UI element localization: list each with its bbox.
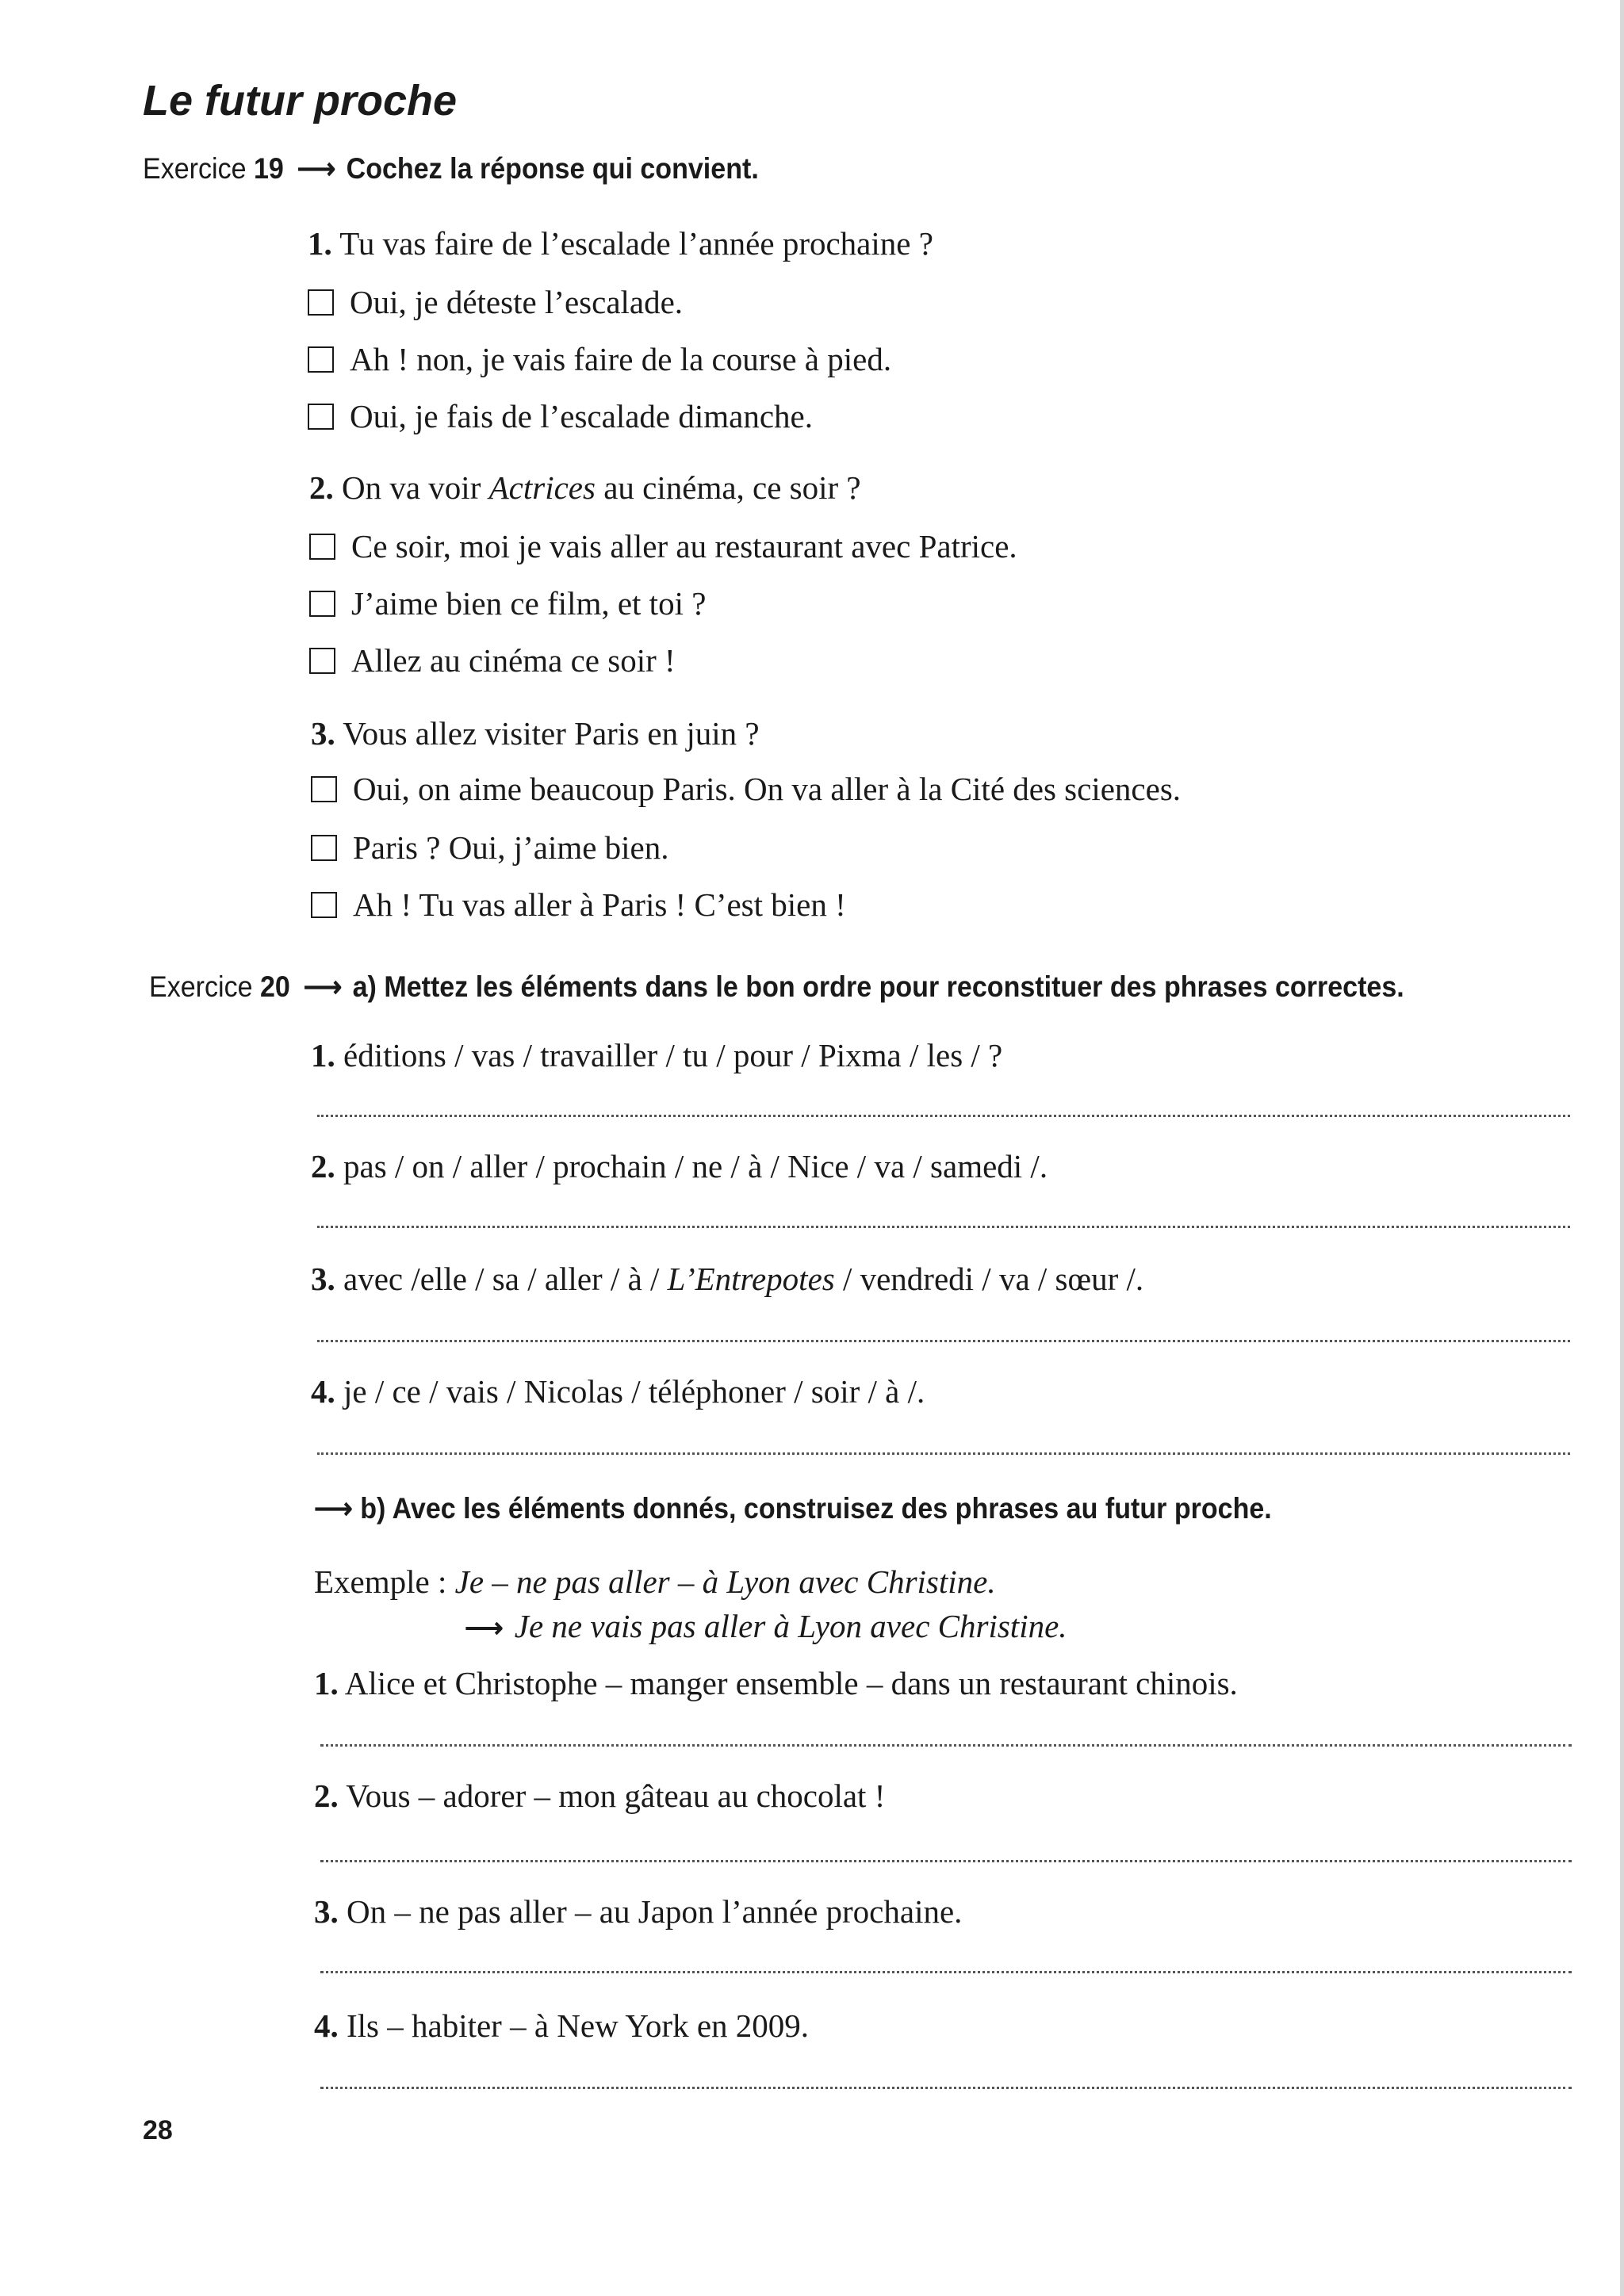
section-title: Le futur proche — [143, 77, 458, 124]
page-number: 28 — [143, 2115, 173, 2145]
exercise-label: Exercice — [149, 970, 253, 1003]
item-a-4 — [311, 1372, 925, 1411]
item-text: je / ce / vais / Nicolas / téléphoner / soir / à /. — [343, 1373, 925, 1410]
item-number: 3. — [314, 1893, 339, 1930]
example-text: Je – ne pas aller – à Lyon avec Christine. — [454, 1563, 996, 1600]
arrow-icon: ⟶ — [297, 152, 336, 185]
answer-line[interactable] — [317, 1115, 1570, 1117]
exercise-number: 20 — [259, 970, 290, 1003]
option-label: Ah ! non, je vais faire de la course à pied. — [350, 341, 892, 377]
item-b-2 — [314, 1776, 885, 1816]
exercise-20b-heading — [314, 1490, 1272, 1527]
item-a-1 — [311, 1035, 1002, 1075]
arrow-icon: ⟶ — [314, 1492, 353, 1525]
answer-line[interactable] — [320, 1971, 1572, 1973]
arrow-icon: ⟶ — [465, 1613, 504, 1644]
item-text: Alice et Christophe – manger ensemble – dans un restaurant chinois. — [344, 1665, 1238, 1701]
scan-edge — [1620, 0, 1624, 2296]
checkbox[interactable] — [309, 591, 335, 617]
checkbox[interactable] — [308, 289, 334, 316]
arrow-icon: ⟶ — [303, 970, 343, 1003]
item-b-1 — [314, 1663, 1238, 1703]
option-row — [309, 641, 676, 680]
checkbox[interactable] — [311, 892, 337, 918]
checkbox[interactable] — [311, 835, 337, 861]
option-row — [308, 339, 891, 379]
example-prompt — [314, 1562, 996, 1601]
film-title: Actrices — [488, 469, 596, 506]
item-a-3 — [311, 1259, 1143, 1299]
item-text: / vendredi / va / sœur /. — [834, 1261, 1144, 1297]
example-answer — [465, 1606, 1067, 1648]
option-label: Oui, je fais de l’escalade dimanche. — [350, 398, 813, 434]
venue-name: L’Entrepotes — [667, 1261, 835, 1297]
exercise-label: Exercice — [143, 152, 247, 185]
question-text: Vous allez visiter Paris en juin ? — [343, 715, 760, 752]
exercise-instruction: b) Avec les éléments donnés, construisez des phrases au futur proche. — [360, 1492, 1272, 1525]
item-b-3 — [314, 1892, 962, 1931]
option-row — [308, 282, 683, 322]
checkbox[interactable] — [309, 648, 335, 674]
option-label: Ah ! Tu vas aller à Paris ! C’est bien ! — [353, 886, 846, 923]
item-text: Ils – habiter – à New York en 2009. — [347, 2007, 810, 2044]
option-label: Allez au cinéma ce soir ! — [351, 642, 676, 679]
item-text: On – ne pas aller – au Japon l’année prochaine. — [347, 1893, 963, 1930]
answer-line[interactable] — [317, 1340, 1570, 1342]
question-number: 1. — [308, 225, 332, 262]
checkbox[interactable] — [308, 346, 334, 373]
exercise-19-heading — [143, 151, 759, 187]
item-number: 2. — [311, 1148, 335, 1184]
option-row — [311, 885, 846, 924]
question-number: 2. — [309, 469, 334, 506]
answer-line[interactable] — [317, 1452, 1570, 1455]
item-number: 4. — [314, 2007, 339, 2044]
question-text: au cinéma, ce soir ? — [595, 469, 861, 506]
item-number: 1. — [314, 1665, 339, 1701]
question-text: Tu vas faire de l’escalade l’année prochaine ? — [339, 225, 933, 262]
answer-line[interactable] — [320, 1744, 1572, 1747]
item-a-2 — [311, 1146, 1048, 1186]
example-label: Exemple : — [314, 1563, 447, 1600]
option-row — [309, 526, 1017, 566]
checkbox[interactable] — [311, 776, 337, 802]
question-2 — [309, 468, 861, 507]
item-number: 3. — [311, 1261, 335, 1297]
option-row — [308, 396, 813, 436]
exercise-instruction: Cochez la réponse qui convient. — [346, 152, 759, 185]
exercise-number: 19 — [253, 152, 284, 185]
example-answer-text: Je ne vais pas aller à Lyon avec Christine. — [514, 1608, 1067, 1644]
item-number: 4. — [311, 1373, 335, 1410]
item-text: pas / on / aller / prochain / ne / à / Nice / va / samedi /. — [343, 1148, 1048, 1184]
question-number: 3. — [311, 715, 335, 752]
exercise-instruction: a) Mettez les éléments dans le bon ordre pour reconstituer des phrases correctes. — [352, 970, 1404, 1003]
item-text: éditions / vas / travailler / tu / pour / Pixma / les / ? — [343, 1037, 1003, 1073]
answer-line[interactable] — [320, 2087, 1572, 2089]
checkbox[interactable] — [308, 404, 334, 430]
option-label: Oui, on aime beaucoup Paris. On va aller à la Cité des sciences. — [353, 771, 1182, 807]
option-row — [311, 828, 669, 867]
option-label: Ce soir, moi je vais aller au restaurant avec Patrice. — [351, 528, 1017, 564]
item-text: Vous – adorer – mon gâteau au chocolat ! — [346, 1777, 886, 1814]
checkbox[interactable] — [309, 534, 335, 560]
item-b-4 — [314, 2006, 809, 2045]
question-3 — [311, 714, 760, 753]
option-row — [311, 769, 1181, 809]
option-label: J’aime bien ce film, et toi ? — [351, 585, 707, 622]
option-label: Paris ? Oui, j’aime bien. — [353, 829, 669, 866]
answer-line[interactable] — [320, 1860, 1572, 1862]
question-1 — [308, 224, 933, 263]
question-text: On va voir — [342, 469, 489, 506]
item-number: 2. — [314, 1777, 339, 1814]
item-text: avec /elle / sa / aller / à / — [343, 1261, 668, 1297]
option-row — [309, 584, 706, 623]
item-number: 1. — [311, 1037, 335, 1073]
option-label: Oui, je déteste l’escalade. — [350, 284, 684, 320]
exercise-20-heading — [149, 969, 1404, 1005]
answer-line[interactable] — [317, 1226, 1570, 1228]
